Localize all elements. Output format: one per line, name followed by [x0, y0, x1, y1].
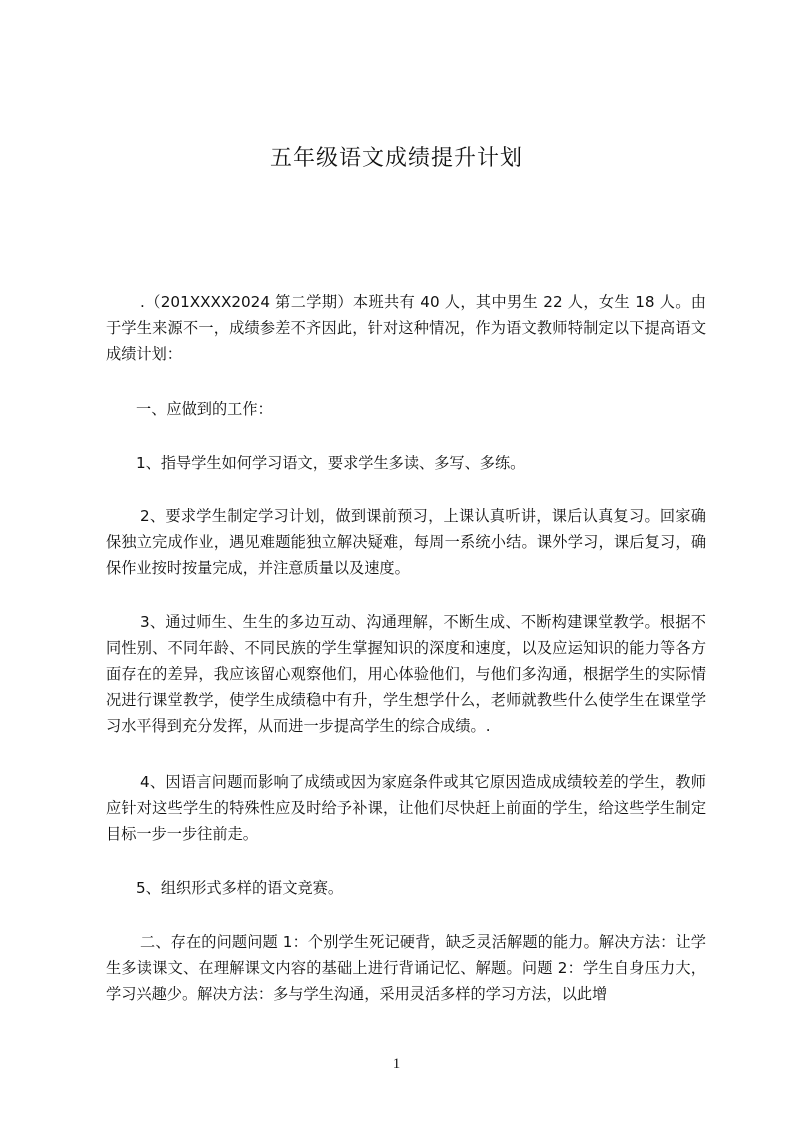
item-paragraph-1: 1、指导学生如何学习语文，要求学生多读、多写、多练。: [136, 454, 526, 472]
item-paragraph-4: 4、因语言问题而影响了成绩或因为家庭条件或其它原因造成成绩较差的学生，教师应针对这些学生的特殊性应及时给予补课，让他们尽快赶上前面的学生，给这些学生制定目标一步一步往前走。: [106, 773, 706, 843]
page-number: 1: [392, 1056, 401, 1072]
item-paragraph-2: 2、要求学生制定学习计划，做到课前预习，上课认真听讲，课后认真复习。回家确保独立完成作业，遇见难题能独立解决疑难，每周一系统小结。课外学习，课后复习，确保作业按时按量完成，并注意质量以及速度。: [106, 507, 706, 577]
document-title: 五年级语文成绩提升计划: [269, 146, 523, 171]
intro-paragraph: .（201XXXX2024 第二学期）本班共有 40 人，其中男生 22 人，女生 18 人。由于学生来源不一，成绩参差不齐因此，针对这种情况，作为语文教师特制定以下提高语文成绩计划：: [106, 293, 706, 363]
section-paragraph-problems: 二、存在的问题问题 1：个别学生死记硬背，缺乏灵活解题的能力。解决方法：让学生多读课文、在理解课文内容的基础上进行背诵记忆、解题。问题 2：学生自身压力大，学习兴趣少。解决方法：多与学生沟通，采用灵活多样的学习方法，以此增: [106, 933, 706, 1003]
item-paragraph-3: 3、通过师生、生生的多边互动、沟通理解，不断生成、不断构建课堂教学。根据不同性别、不同年龄、不同民族的学生掌握知识的深度和速度，以及应运知识的能力等各方面存在的差异，我应该留心观察他们，用心体验他们，与他们多沟通，根据学生的实际情况进行课堂教学，使学生成绩稳中有升，学生想学什么，老师就教些什么使学生在课堂学习水平得到充分发挥，从而进一步提高学生的综合成绩。.: [106, 613, 706, 735]
section-heading-work: 一、应做到的工作：: [136, 400, 273, 418]
item-paragraph-5: 5、组织形式多样的语文竞赛。: [136, 879, 344, 897]
